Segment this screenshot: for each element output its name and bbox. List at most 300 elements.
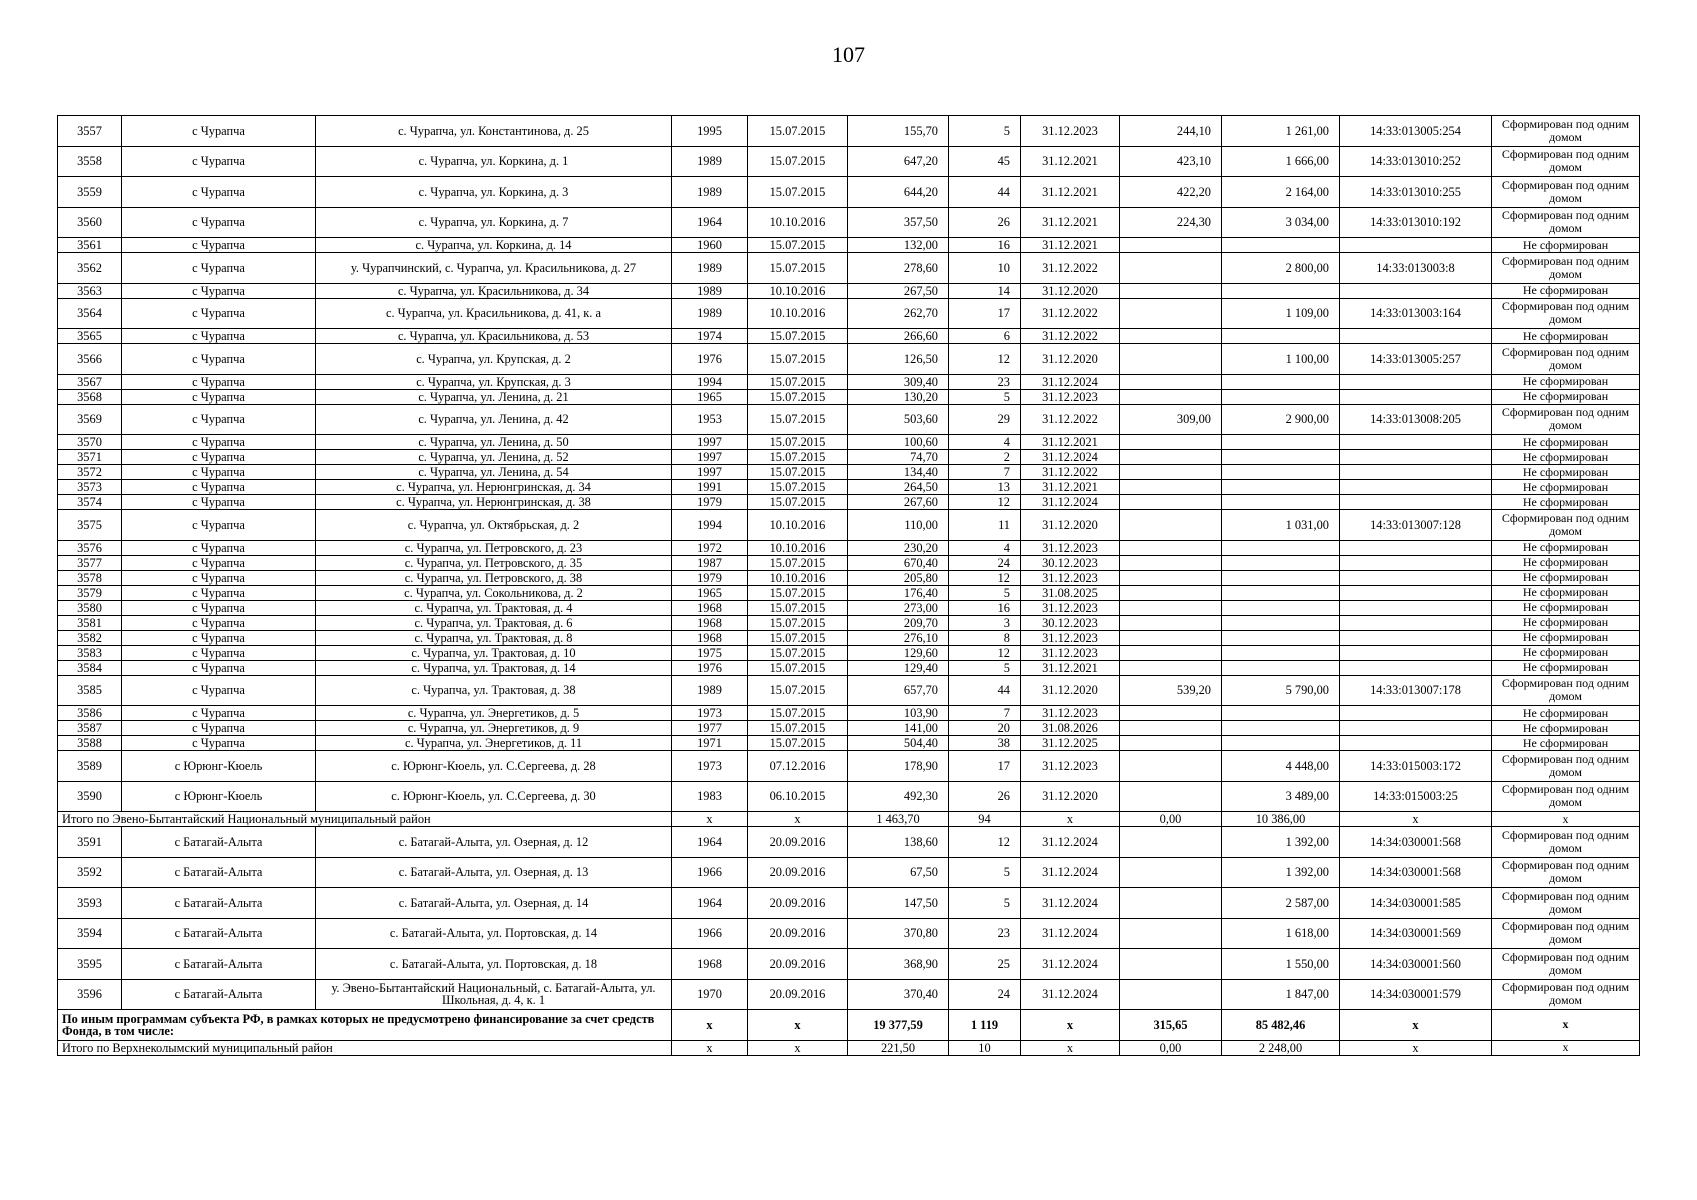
year-cell: 1989 [672, 177, 748, 208]
area2-cell [1120, 540, 1222, 555]
status-cell: Не сформирован [1492, 329, 1640, 344]
address-cell: с. Чурапча, ул. Трактовая, д. 10 [316, 645, 672, 660]
year-cell: 1975 [672, 645, 748, 660]
area-cell: 110,00 [848, 510, 949, 541]
land-area-cell: 1 847,00 [1222, 979, 1340, 1010]
residents-cell: 12 [949, 570, 1021, 585]
status-cell: х [1492, 1040, 1640, 1055]
deadline-cell: 31.12.2023 [1021, 600, 1120, 615]
table-row [58, 283, 1640, 298]
settlement-cell: с Чурапча [122, 555, 316, 570]
date-cell: 20.09.2016 [748, 979, 848, 1010]
status-cell: Не сформирован [1492, 660, 1640, 675]
cadastre-cell: 14:33:013003:8 [1340, 253, 1492, 284]
row-number: 3591 [58, 827, 122, 858]
table-row [58, 675, 1640, 706]
cadastre-cell [1340, 435, 1492, 450]
year-cell: 1968 [672, 615, 748, 630]
year-cell: 1994 [672, 374, 748, 389]
address-cell: с. Чурапча, ул. Трактовая, д. 6 [316, 615, 672, 630]
row-number: 3575 [58, 510, 122, 541]
year-cell: 1976 [672, 660, 748, 675]
residents-cell: 1 119 [949, 1010, 1021, 1041]
cadastre-cell [1340, 721, 1492, 736]
table-row [58, 253, 1640, 284]
date-cell: 10.10.2016 [748, 510, 848, 541]
settlement-cell: с Чурапча [122, 207, 316, 238]
status-cell: Не сформирован [1492, 645, 1640, 660]
date-cell: 15.07.2015 [748, 389, 848, 404]
land-area-cell: 2 800,00 [1222, 253, 1340, 284]
residents-cell: 13 [949, 480, 1021, 495]
date-cell: 10.10.2016 [748, 283, 848, 298]
settlement-cell: с Чурапча [122, 570, 316, 585]
row-number: 3569 [58, 404, 122, 435]
row-number: 3586 [58, 706, 122, 721]
status-cell: х [1492, 812, 1640, 827]
address-cell: с. Чурапча, ул. Коркина, д. 7 [316, 207, 672, 238]
settlement-cell: с Батагай-Алыта [122, 979, 316, 1010]
residents-cell: 5 [949, 857, 1021, 888]
status-cell: Сформирован под одним домом [1492, 781, 1640, 812]
address-cell: с. Чурапча, ул. Крупская, д. 2 [316, 344, 672, 375]
area-cell: 178,90 [848, 751, 949, 782]
row-number: 3563 [58, 283, 122, 298]
area-cell: 267,60 [848, 495, 949, 510]
area2-cell [1120, 344, 1222, 375]
area-cell: 134,40 [848, 465, 949, 480]
area-cell: 130,20 [848, 389, 949, 404]
area-cell: 370,40 [848, 979, 949, 1010]
settlement-cell: с Чурапча [122, 706, 316, 721]
deadline-cell: 31.12.2021 [1021, 146, 1120, 177]
year-cell: 1991 [672, 480, 748, 495]
area-cell: 19 377,59 [848, 1010, 949, 1041]
settlement-cell: с Чурапча [122, 480, 316, 495]
settlement-cell: с Чурапча [122, 736, 316, 751]
residents-cell: 5 [949, 888, 1021, 919]
deadline-cell: 30.12.2023 [1021, 555, 1120, 570]
deadline-cell: х [1021, 812, 1120, 827]
residents-cell: 17 [949, 751, 1021, 782]
deadline-cell: 31.12.2021 [1021, 660, 1120, 675]
area-cell: 147,50 [848, 888, 949, 919]
area2-cell [1120, 751, 1222, 782]
area2-cell: 244,10 [1120, 116, 1222, 147]
year-cell: 1972 [672, 540, 748, 555]
address-cell: с. Юрюнг-Кюель, ул. С.Сергеева, д. 30 [316, 781, 672, 812]
cadastre-cell [1340, 480, 1492, 495]
land-area-cell: 1 618,00 [1222, 918, 1340, 949]
address-cell: с. Чурапча, ул. Ленина, д. 52 [316, 450, 672, 465]
year-cell: 1995 [672, 116, 748, 147]
land-area-cell [1222, 238, 1340, 253]
row-number: 3596 [58, 979, 122, 1010]
date-cell: 15.07.2015 [748, 736, 848, 751]
settlement-cell: с Чурапча [122, 329, 316, 344]
land-area-cell: 3 034,00 [1222, 207, 1340, 238]
year-cell: 1997 [672, 450, 748, 465]
deadline-cell: х [1021, 1010, 1120, 1041]
settlement-cell: с Чурапча [122, 450, 316, 465]
date-cell: 10.10.2016 [748, 540, 848, 555]
address-cell: с. Чурапча, ул. Трактовая, д. 14 [316, 660, 672, 675]
deadline-cell: 31.12.2020 [1021, 510, 1120, 541]
settlement-cell: с Чурапча [122, 495, 316, 510]
residents-cell: 24 [949, 555, 1021, 570]
table-row [58, 389, 1640, 404]
area2-cell [1120, 949, 1222, 980]
cadastre-cell [1340, 495, 1492, 510]
deadline-cell: 31.08.2025 [1021, 585, 1120, 600]
year-cell: 1997 [672, 435, 748, 450]
status-cell: Не сформирован [1492, 585, 1640, 600]
date-cell: 15.07.2015 [748, 480, 848, 495]
table-row [58, 510, 1640, 541]
land-area-cell: 2 900,00 [1222, 404, 1340, 435]
area-cell: 670,40 [848, 555, 949, 570]
status-cell: Не сформирован [1492, 600, 1640, 615]
date-cell: 20.09.2016 [748, 888, 848, 919]
area-cell: 205,80 [848, 570, 949, 585]
area2-cell [1120, 736, 1222, 751]
year-cell: 1977 [672, 721, 748, 736]
table-row [58, 979, 1640, 1010]
address-cell: с. Чурапча, ул. Коркина, д. 14 [316, 238, 672, 253]
residents-cell: 6 [949, 329, 1021, 344]
cadastre-cell: 14:33:013010:192 [1340, 207, 1492, 238]
year-cell: 1997 [672, 465, 748, 480]
residents-cell: 20 [949, 721, 1021, 736]
land-area-cell: 4 448,00 [1222, 751, 1340, 782]
deadline-cell: 31.12.2020 [1021, 781, 1120, 812]
year-cell: 1983 [672, 781, 748, 812]
date-cell: 15.07.2015 [748, 706, 848, 721]
settlement-cell: с Чурапча [122, 615, 316, 630]
status-cell: Сформирован под одним домом [1492, 207, 1640, 238]
land-area-cell: 1 666,00 [1222, 146, 1340, 177]
cadastre-cell [1340, 600, 1492, 615]
deadline-cell: 31.12.2024 [1021, 949, 1120, 980]
area2-cell [1120, 465, 1222, 480]
area-cell: 273,00 [848, 600, 949, 615]
status-cell: Сформирован под одним домом [1492, 751, 1640, 782]
area-cell: 492,30 [848, 781, 949, 812]
address-cell: у. Эвено-Бытантайский Национальный, с. Батагай-Алыта, ул. Школьная, д. 4, к. 1 [316, 979, 672, 1010]
settlement-cell: с Батагай-Алыта [122, 857, 316, 888]
year-cell: 1979 [672, 495, 748, 510]
date-cell: х [748, 812, 848, 827]
date-cell: 15.07.2015 [748, 721, 848, 736]
settlement-cell: с Батагай-Алыта [122, 949, 316, 980]
year-cell: 1968 [672, 600, 748, 615]
cadastre-cell [1340, 540, 1492, 555]
address-cell: с. Чурапча, ул. Коркина, д. 1 [316, 146, 672, 177]
table-row [58, 465, 1640, 480]
area-cell: 129,40 [848, 660, 949, 675]
area-cell: 647,20 [848, 146, 949, 177]
cadastre-cell: 14:33:013003:164 [1340, 298, 1492, 329]
table-row [58, 344, 1640, 375]
area-cell: 368,90 [848, 949, 949, 980]
row-number: 3580 [58, 600, 122, 615]
table-row [58, 450, 1640, 465]
settlement-cell: с Чурапча [122, 435, 316, 450]
row-number: 3587 [58, 721, 122, 736]
year-cell: х [672, 1010, 748, 1041]
deadline-cell: 31.12.2024 [1021, 495, 1120, 510]
program-summary-row [58, 1010, 1640, 1041]
residents-cell: 29 [949, 404, 1021, 435]
area-cell: 74,70 [848, 450, 949, 465]
deadline-cell: 31.12.2024 [1021, 374, 1120, 389]
settlement-cell: с Чурапча [122, 177, 316, 208]
residents-cell: 12 [949, 827, 1021, 858]
date-cell: 15.07.2015 [748, 615, 848, 630]
area2-cell [1120, 888, 1222, 919]
residents-cell: 26 [949, 207, 1021, 238]
deadline-cell: 31.12.2021 [1021, 480, 1120, 495]
residents-cell: 5 [949, 660, 1021, 675]
row-number: 3570 [58, 435, 122, 450]
date-cell: 15.07.2015 [748, 495, 848, 510]
residents-cell: 44 [949, 675, 1021, 706]
deadline-cell: 31.12.2020 [1021, 283, 1120, 298]
year-cell: 1966 [672, 918, 748, 949]
status-cell: Сформирован под одним домом [1492, 675, 1640, 706]
year-cell: 1968 [672, 949, 748, 980]
land-area-cell [1222, 465, 1340, 480]
land-area-cell [1222, 374, 1340, 389]
status-cell: Не сформирован [1492, 495, 1640, 510]
cadastre-cell [1340, 238, 1492, 253]
table-row [58, 207, 1640, 238]
cadastre-cell: 14:33:015003:172 [1340, 751, 1492, 782]
area2-cell [1120, 781, 1222, 812]
residents-cell: 4 [949, 435, 1021, 450]
area2-cell: 315,65 [1120, 1010, 1222, 1041]
area-cell: 221,50 [848, 1040, 949, 1055]
settlement-cell: с Чурапча [122, 585, 316, 600]
area2-cell [1120, 450, 1222, 465]
district-total-row [58, 812, 1640, 827]
area-cell: 266,60 [848, 329, 949, 344]
date-cell: 15.07.2015 [748, 329, 848, 344]
table-row [58, 949, 1640, 980]
date-cell: 15.07.2015 [748, 675, 848, 706]
date-cell: 15.07.2015 [748, 450, 848, 465]
area-cell: 138,60 [848, 827, 949, 858]
residents-cell: 5 [949, 116, 1021, 147]
residents-cell: 23 [949, 918, 1021, 949]
year-cell: 1960 [672, 238, 748, 253]
settlement-cell: с Чурапча [122, 675, 316, 706]
residents-cell: 5 [949, 585, 1021, 600]
land-area-cell: 5 790,00 [1222, 675, 1340, 706]
status-cell: Сформирован под одним домом [1492, 857, 1640, 888]
deadline-cell: 31.12.2024 [1021, 979, 1120, 1010]
address-cell: с. Чурапча, ул. Энергетиков, д. 11 [316, 736, 672, 751]
cadastre-cell [1340, 736, 1492, 751]
residents-cell: 44 [949, 177, 1021, 208]
address-cell: с. Чурапча, ул. Крупская, д. 3 [316, 374, 672, 389]
land-area-cell: 10 386,00 [1222, 812, 1340, 827]
row-number: 3565 [58, 329, 122, 344]
area-cell: 504,40 [848, 736, 949, 751]
settlement-cell: с Батагай-Алыта [122, 827, 316, 858]
address-cell: с. Чурапча, ул. Красильникова, д. 53 [316, 329, 672, 344]
area-cell: 129,60 [848, 645, 949, 660]
cadastre-cell: 14:33:013008:205 [1340, 404, 1492, 435]
year-cell: 1989 [672, 298, 748, 329]
address-cell: с. Чурапча, ул. Нерюнгринская, д. 38 [316, 495, 672, 510]
deadline-cell: 31.12.2024 [1021, 888, 1120, 919]
deadline-cell: 31.12.2022 [1021, 253, 1120, 284]
date-cell: 15.07.2015 [748, 116, 848, 147]
area2-cell [1120, 660, 1222, 675]
land-area-cell: 3 489,00 [1222, 781, 1340, 812]
table-row [58, 630, 1640, 645]
address-cell: у. Чурапчинский, с. Чурапча, ул. Красильникова, д. 27 [316, 253, 672, 284]
cadastre-cell [1340, 389, 1492, 404]
deadline-cell: 31.08.2026 [1021, 721, 1120, 736]
area2-cell: 539,20 [1120, 675, 1222, 706]
date-cell: 15.07.2015 [748, 177, 848, 208]
table-row [58, 751, 1640, 782]
deadline-cell: 31.12.2023 [1021, 389, 1120, 404]
area-cell: 1 463,70 [848, 812, 949, 827]
address-cell: с. Батагай-Алыта, ул. Озерная, д. 12 [316, 827, 672, 858]
area2-cell [1120, 238, 1222, 253]
area2-cell [1120, 721, 1222, 736]
status-cell: Не сформирован [1492, 706, 1640, 721]
residents-cell: 7 [949, 706, 1021, 721]
area-cell: 103,90 [848, 706, 949, 721]
address-cell: с. Чурапча, ул. Трактовая, д. 8 [316, 630, 672, 645]
table-row [58, 888, 1640, 919]
housing-register-table [57, 115, 1640, 1056]
table-row [58, 374, 1640, 389]
deadline-cell: 31.12.2021 [1021, 207, 1120, 238]
year-cell: 1966 [672, 857, 748, 888]
settlement-cell: с Батагай-Алыта [122, 888, 316, 919]
area2-cell [1120, 374, 1222, 389]
cadastre-cell [1340, 706, 1492, 721]
table-row [58, 570, 1640, 585]
status-cell: Не сформирован [1492, 450, 1640, 465]
status-cell: Сформирован под одним домом [1492, 344, 1640, 375]
table-row [58, 600, 1640, 615]
year-cell: 1973 [672, 706, 748, 721]
address-cell: с. Чурапча, ул. Коркина, д. 3 [316, 177, 672, 208]
land-area-cell [1222, 630, 1340, 645]
area2-cell: 422,20 [1120, 177, 1222, 208]
residents-cell: 12 [949, 495, 1021, 510]
row-number: 3568 [58, 389, 122, 404]
row-number: 3592 [58, 857, 122, 888]
row-number: 3595 [58, 949, 122, 980]
land-area-cell: 1 100,00 [1222, 344, 1340, 375]
residents-cell: 11 [949, 510, 1021, 541]
row-number: 3594 [58, 918, 122, 949]
date-cell: 15.07.2015 [748, 645, 848, 660]
row-number: 3560 [58, 207, 122, 238]
area-cell: 276,10 [848, 630, 949, 645]
area2-cell [1120, 435, 1222, 450]
area2-cell [1120, 827, 1222, 858]
cadastre-cell [1340, 585, 1492, 600]
cadastre-cell: х [1340, 1010, 1492, 1041]
land-area-cell [1222, 480, 1340, 495]
area2-cell [1120, 253, 1222, 284]
cadastre-cell [1340, 660, 1492, 675]
cadastre-cell: 14:33:013005:254 [1340, 116, 1492, 147]
area-cell: 230,20 [848, 540, 949, 555]
status-cell: Не сформирован [1492, 283, 1640, 298]
address-cell: с. Чурапча, ул. Петровского, д. 23 [316, 540, 672, 555]
row-number: 3588 [58, 736, 122, 751]
settlement-cell: с Чурапча [122, 238, 316, 253]
settlement-cell: с Чурапча [122, 146, 316, 177]
area-cell: 357,50 [848, 207, 949, 238]
date-cell: 15.07.2015 [748, 465, 848, 480]
date-cell: х [748, 1040, 848, 1055]
status-cell: Не сформирован [1492, 630, 1640, 645]
area-cell: 278,60 [848, 253, 949, 284]
land-area-cell [1222, 435, 1340, 450]
table-row [58, 827, 1640, 858]
year-cell: 1964 [672, 888, 748, 919]
cadastre-cell: 14:33:013010:252 [1340, 146, 1492, 177]
deadline-cell: 31.12.2021 [1021, 238, 1120, 253]
deadline-cell: 31.12.2023 [1021, 570, 1120, 585]
residents-cell: 2 [949, 450, 1021, 465]
settlement-cell: с Чурапча [122, 660, 316, 675]
settlement-cell: с Юрюнг-Кюель [122, 781, 316, 812]
row-number: 3567 [58, 374, 122, 389]
table-row [58, 116, 1640, 147]
deadline-cell: 31.12.2024 [1021, 827, 1120, 858]
area2-cell: 0,00 [1120, 812, 1222, 827]
year-cell: х [672, 1040, 748, 1055]
area2-cell: 309,00 [1120, 404, 1222, 435]
area2-cell [1120, 329, 1222, 344]
area2-cell [1120, 480, 1222, 495]
table-row [58, 660, 1640, 675]
address-cell: с. Чурапча, ул. Октябрьская, д. 2 [316, 510, 672, 541]
area-cell: 657,70 [848, 675, 949, 706]
date-cell: 15.07.2015 [748, 600, 848, 615]
row-number: 3561 [58, 238, 122, 253]
row-number: 3593 [58, 888, 122, 919]
settlement-cell: с Чурапча [122, 298, 316, 329]
deadline-cell: 31.12.2024 [1021, 450, 1120, 465]
status-cell: Не сформирован [1492, 555, 1640, 570]
table-row [58, 615, 1640, 630]
area2-cell [1120, 389, 1222, 404]
land-area-cell [1222, 555, 1340, 570]
address-cell: с. Чурапча, ул. Константинова, д. 25 [316, 116, 672, 147]
date-cell: 20.09.2016 [748, 827, 848, 858]
address-cell: с. Юрюнг-Кюель, ул. С.Сергеева, д. 28 [316, 751, 672, 782]
address-cell: с. Чурапча, ул. Ленина, д. 50 [316, 435, 672, 450]
total-label: По иным программам субъекта РФ, в рамках которых не предусмотрено финансирование за счет средств Фонда, в том числе: [58, 1010, 672, 1041]
date-cell: 15.07.2015 [748, 344, 848, 375]
deadline-cell: 31.12.2022 [1021, 465, 1120, 480]
cadastre-cell: 14:33:013007:128 [1340, 510, 1492, 541]
row-number: 3557 [58, 116, 122, 147]
residents-cell: 26 [949, 781, 1021, 812]
